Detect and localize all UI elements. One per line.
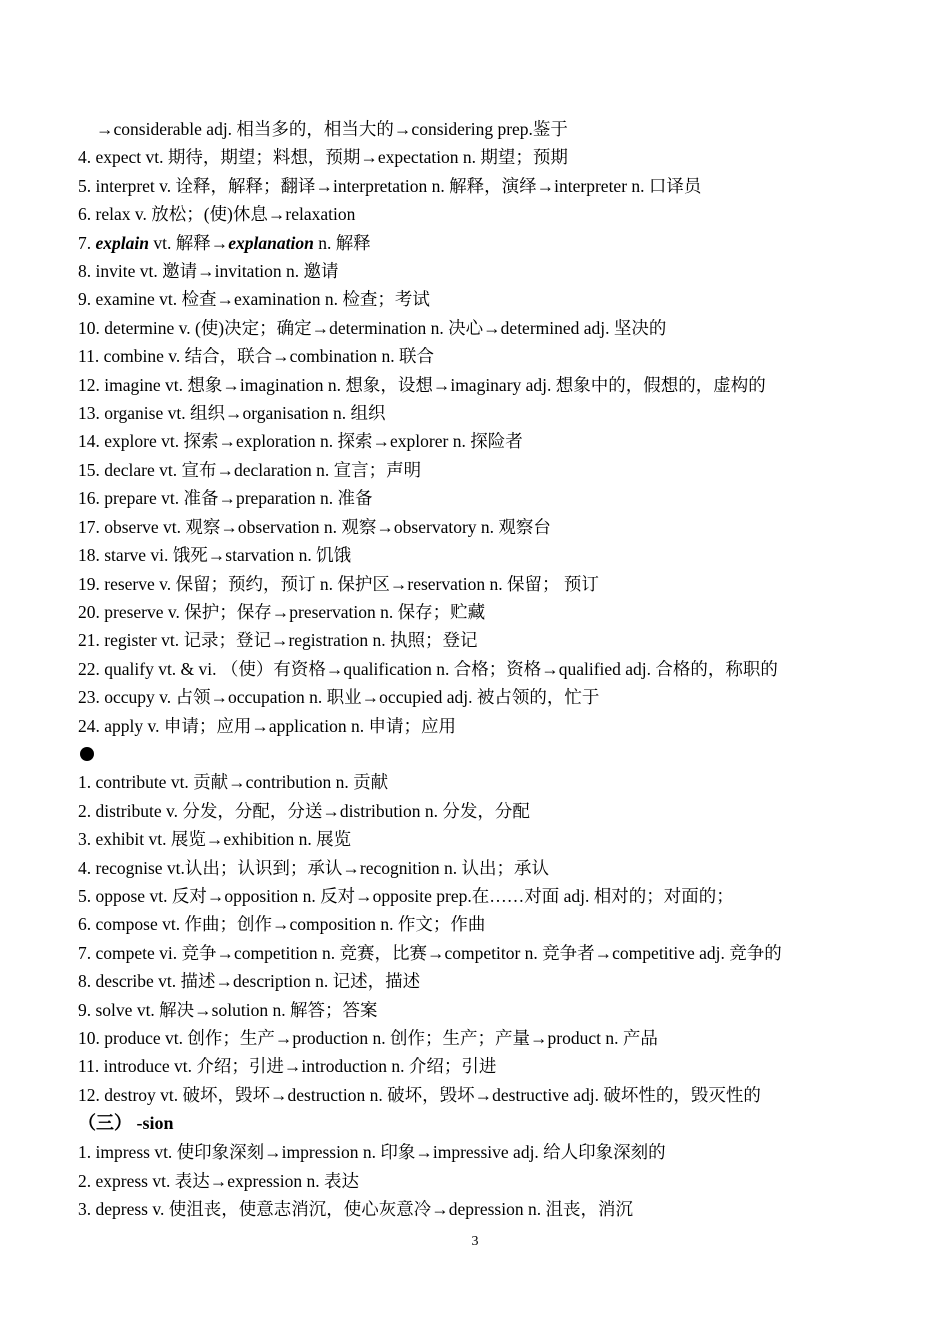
list-item: 12. imagine vt. 想象→imagination n. 想象，设想→imaginary adj. 想象中的，假想的，虚构的 bbox=[78, 374, 766, 395]
list-item-explain bbox=[78, 229, 878, 257]
list-item: 12. destroy vt. 破坏，毁坏→destruction n. 破坏，毁坏→destructive adj. 破坏性的，毁灭性的 bbox=[78, 1084, 761, 1105]
item-text: n. 解释 bbox=[313, 232, 371, 253]
emphasized-word: explain bbox=[95, 232, 149, 253]
page-number: 3 bbox=[471, 1234, 479, 1249]
bullet-icon bbox=[80, 747, 94, 761]
list-item: 7. compete vi. 竞争→competition n. 竞赛，比赛→competitor n. 竞争者→competitive adj. 竞争的 bbox=[78, 942, 782, 963]
list-item: 24. apply v. 申请；应用→application n. 申请；应用 bbox=[78, 715, 456, 736]
list-item: 3. exhibit vt. 展览→exhibition n. 展览 bbox=[78, 829, 352, 850]
list-item: 17. observe vt. 观察→observation n. 观察→observatory n. 观察台 bbox=[78, 516, 551, 537]
vocabulary-list bbox=[78, 115, 878, 1223]
list-item: 10. produce vt. 创作；生产→production n. 创作；生产；产量→product n. 产品 bbox=[78, 1027, 658, 1048]
list-item: 2. distribute v. 分发，分配，分送→distribution n. 分发，分配 bbox=[78, 800, 530, 821]
list-item: 9. solve vt. 解决→solution n. 解答；答案 bbox=[78, 999, 378, 1020]
list-item: 9. examine vt. 检查→examination n. 检查；考试 bbox=[78, 289, 430, 310]
item-number: 7. bbox=[78, 232, 96, 253]
list-item: 18. starve vi. 饿死→starvation n. 饥饿 bbox=[78, 545, 352, 566]
list-item: 6. compose vt. 作曲；创作→composition n. 作文；作曲 bbox=[78, 914, 486, 935]
list-item: 21. register vt. 记录；登记→registration n. 执照；登记 bbox=[78, 630, 478, 651]
list-item: 15. declare vt. 宣布→declaration n. 宣言；声明 bbox=[78, 459, 422, 480]
list-item: 2. express vt. 表达→expression n. 表达 bbox=[78, 1170, 359, 1191]
list-item: 22. qualify vt. & vi. （使）有资格→qualification n. 合格；资格→qualified adj. 合格的，称职的 bbox=[78, 658, 778, 679]
list-item: 5. interpret v. 诠释，解释；翻译→interpretation n. 解释，演绎→interpreter n. 口译员 bbox=[78, 175, 702, 196]
list-item: 8. invite vt. 邀请→invitation n. 邀请 bbox=[78, 261, 339, 282]
list-item: 11. combine v. 结合，联合→combination n. 联合 bbox=[78, 346, 434, 367]
list-item: 8. describe vt. 描述→description n. 记述，描述 bbox=[78, 971, 421, 992]
list-item: 4. expect vt. 期待，期望；料想，预期→expectation n. 期望；预期 bbox=[78, 147, 568, 168]
list-item: 3. depress v. 使沮丧，使意志消沉，使心灰意冷→depression n. 沮丧，消沉 bbox=[78, 1199, 633, 1220]
list-item: 10. determine v. (使)决定；确定→determination n. 决心→determined adj. 坚决的 bbox=[78, 317, 667, 338]
section-bullet bbox=[78, 740, 878, 768]
list-item: 14. explore vt. 探索→exploration n. 探索→explorer n. 探险者 bbox=[78, 431, 523, 452]
item-text: vt. 解释→ bbox=[148, 232, 229, 253]
list-item: 23. occupy v. 占领→occupation n. 职业→occupied adj. 被占领的，忙于 bbox=[78, 687, 600, 708]
emphasized-word: explanation bbox=[228, 232, 314, 253]
list-item: 16. prepare vt. 准备→preparation n. 准备 bbox=[78, 488, 373, 509]
list-item: →considerable adj. 相当多的，相当大的→considering prep.鉴于 bbox=[96, 119, 568, 139]
list-item: 13. organise vt. 组织→organisation n. 组织 bbox=[78, 403, 386, 424]
list-item: 6. relax v. 放松；(使)休息→relaxation bbox=[78, 204, 356, 225]
list-item: 5. oppose vt. 反对→opposition n. 反对→opposite prep.在……对面 adj. 相对的；对面的； bbox=[78, 885, 734, 906]
list-item: 1. impress vt. 使印象深刻→impression n. 印象→impressive adj. 给人印象深刻的 bbox=[78, 1142, 666, 1163]
list-item: 20. preserve v. 保护；保存→preservation n. 保存；贮藏 bbox=[78, 601, 486, 622]
list-item: 4. recognise vt.认出；认识到；承认→recognition n. 认出；承认 bbox=[78, 857, 549, 878]
list-item: 19. reserve v. 保留；预约，预订 n. 保护区→reservation n. 保留； 预订 bbox=[78, 573, 599, 594]
list-item: 1. contribute vt. 贡献→contribution n. 贡献 bbox=[78, 772, 389, 793]
list-item: 11. introduce vt. 介绍；引进→introduction n. 介绍；引进 bbox=[78, 1056, 497, 1077]
section-heading: （三） -sion bbox=[78, 1113, 174, 1134]
